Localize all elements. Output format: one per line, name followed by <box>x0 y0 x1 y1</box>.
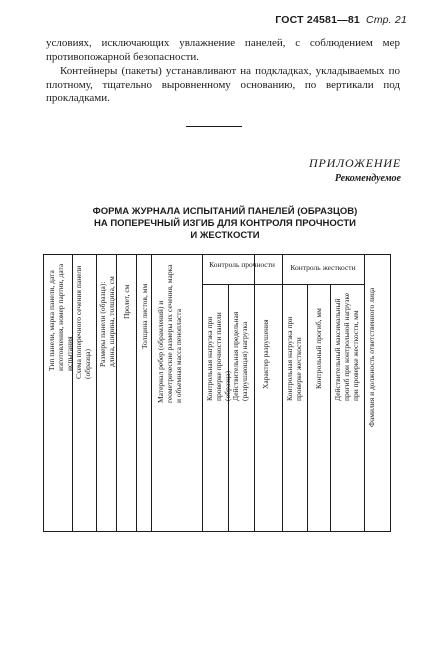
standard-number: ГОСТ 24581—81 <box>275 14 360 26</box>
column-header-panel-type: Тип панели, марка панели, дата изготовления, номер партии, дата испытания <box>47 263 74 371</box>
column-header-failure-mode: Характер разрушения <box>261 319 270 389</box>
column-divider <box>228 284 229 531</box>
column-header-dimensions: Размеры панели (образца): длина, ширина, толщина, см <box>98 276 116 367</box>
journal-form-table <box>43 254 391 532</box>
column-divider <box>254 255 255 531</box>
group-header-stiffness: Контроль жесткости <box>290 263 356 272</box>
column-divider <box>116 255 117 531</box>
form-title-line-2: НА ПОПЕРЕЧНЫЙ ИЗГИБ ДЛЯ КОНТРОЛЯ ПРОЧНОСТИ <box>93 218 357 229</box>
form-title <box>48 206 402 242</box>
appendix-status: Рекомендуемое <box>334 173 401 184</box>
form-title-line-3: И ЖЕСТКОСТИ <box>190 230 260 241</box>
paragraph-2: Контейнеры (пакеты) устанавливают на подкладках, укладываемых по плотному, тщательно выровненному основанию, по вертикали под прокладками. <box>46 65 400 104</box>
column-header-sheet-thickness: Толщина листов, мм <box>140 283 149 349</box>
page-header <box>275 14 407 26</box>
group-header-strength: Контроль прочности <box>209 260 275 269</box>
column-header-control-deflection: Контрольный прогиб, мм <box>314 308 323 389</box>
group-underline <box>202 284 282 285</box>
group-underline <box>282 284 364 285</box>
column-header-rib-material: Материал ребер (обрамлений) и геометрические размеры их сечения, марка и объемная масса пенопласта <box>156 264 183 403</box>
column-header-span: Пролет, см <box>122 284 131 319</box>
appendix-label: ПРИЛОЖЕНИЕ <box>309 156 401 170</box>
column-divider <box>202 255 203 531</box>
column-divider <box>136 255 137 531</box>
column-divider <box>364 255 365 531</box>
column-divider <box>307 284 308 531</box>
column-header-stiffness-control-load: Контрольная нагрузка при проверке жесткости <box>285 316 303 401</box>
column-header-max-deflection: Действительный максимальный прогиб при контрольной нагрузке при проверке жесткости, мм <box>333 292 360 401</box>
column-header-cross-section: Схема поперечного сечения панели (образца) <box>74 265 92 379</box>
column-header-responsible-person: Фамилия и должность ответственного лица <box>367 287 376 427</box>
page-number: Стр. 21 <box>366 14 407 26</box>
appendix-heading <box>309 156 401 184</box>
column-header-ultimate-load: Действительная предельная (разрушающая) нагрузка <box>231 311 249 401</box>
column-divider <box>330 284 331 531</box>
column-divider <box>282 255 283 531</box>
column-divider <box>72 255 73 531</box>
section-divider <box>186 126 242 127</box>
column-divider <box>96 255 97 531</box>
column-header-strength-control-load: Контрольная нагрузка при проверке прочности панели (образца) <box>205 312 232 401</box>
form-title-line-1: ФОРМА ЖУРНАЛА ИСПЫТАНИЙ ПАНЕЛЕЙ (ОБРАЗЦОВ) <box>92 206 358 217</box>
paragraph-1: условиях, исключающих увлажнение панелей, с соблюдением мер противопожарной безопасности. <box>46 37 400 63</box>
